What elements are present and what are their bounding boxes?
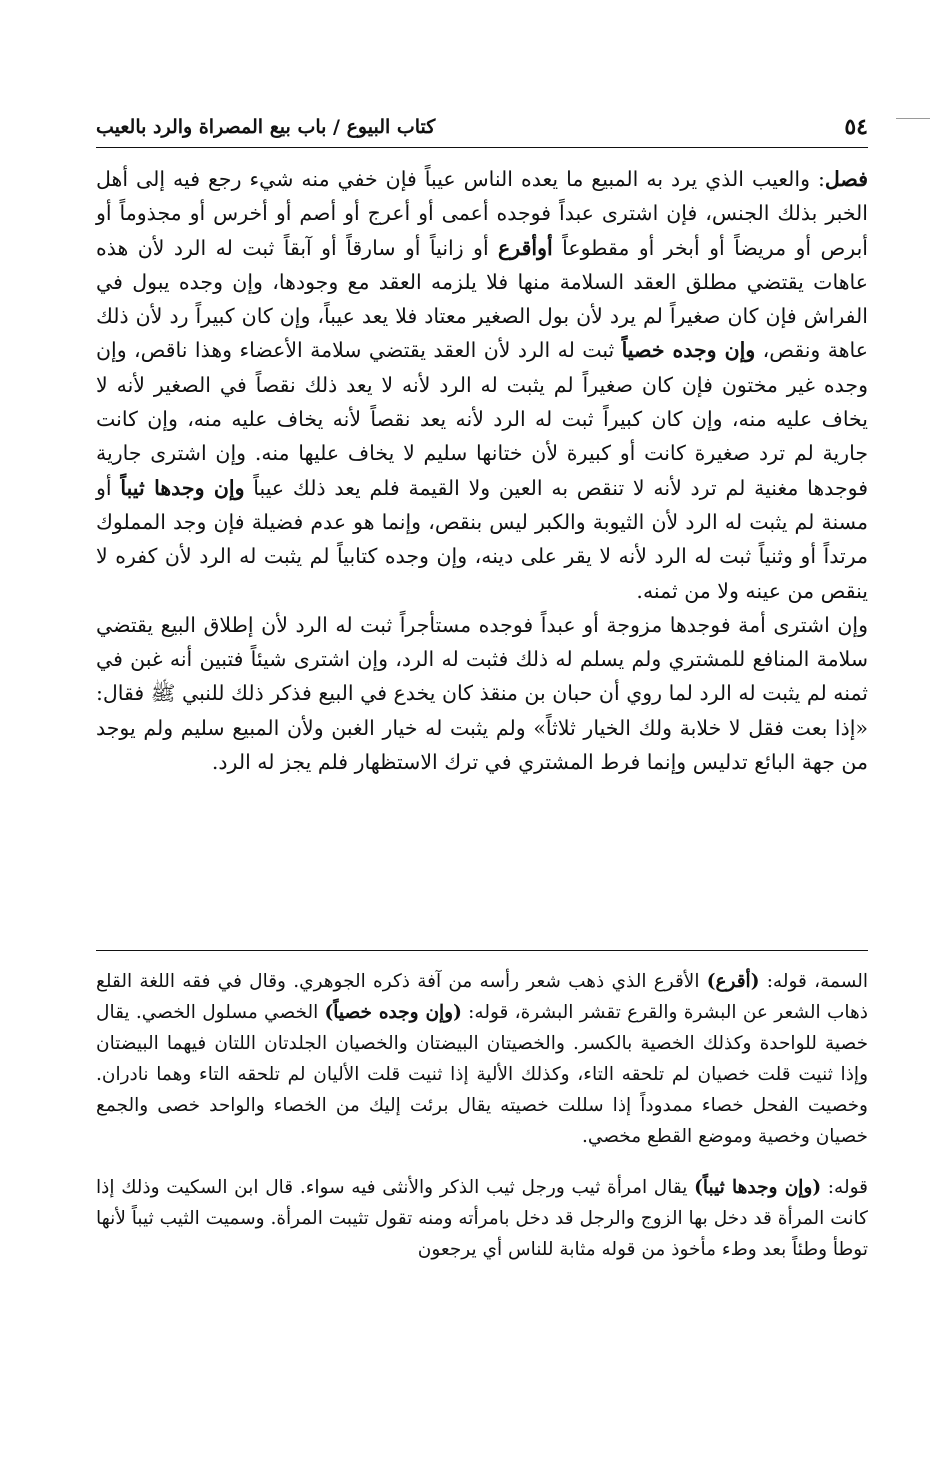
bold-term: (وإن وجدها ثيباً) (694, 1177, 822, 1198)
running-title: كتاب البيوع / باب بيع المصراة والرد بالعيب (96, 116, 436, 138)
bold-term: أوأقرع (498, 235, 553, 260)
header-rule (96, 147, 868, 148)
paragraph-2: وإن اشترى أمة فوجدها مزوجة أو عبداً فوجده مستأجراً ثبت له الرد لأن إطلاق البيع يقتضي سلامة المنافع للمشتري ولم يسلم له ذلك فثبت له الرد، وإن اشترى شيئاً فتبين أنه غبن في ثمنه لم يثبت له الرد لما روي أن حبان بن منقذ كان يخدع في البيع فذكر ذلك للنبي ﷺ فقال: «إذا بعت فقل لا خلابة ولك الخيار ثلاثاً» ولم يثبت له خيار الغبن ولأن المبيع سليم ولم يوجد من جهة البائع تدليس وإنما فرط المشتري في ترك الاستظهار فلم يجز له الرد. (96, 612, 868, 775)
page-edge-mark (896, 118, 930, 119)
footnote-rule (96, 950, 868, 951)
text-run: يقال امرأة ثيب ورجل ثيب الذكر والأنثى فيه سواء. قال ابن السكيت وذلك إذا كانت المرأة قد دخل بها الزوج والرجل قد دخل بامرأته ومنه تقول تثيبت المرأة. وسميت الثيب ثيباً لأنها توطأ وطئاً بعد وطء مأخوذ من قوله مثابة للناس أي يرجعون (96, 1177, 868, 1260)
footnote-1 (96, 966, 868, 1152)
bold-term: (أقرع) (706, 971, 760, 992)
bold-term: (وإن وجده خصياً) (324, 1002, 462, 1023)
text-run: الخصي مسلول الخصي. يقال خصية للواحدة وكذلك الخصية بالكسر. والخصيتان البيضتان والخصيان الجلدتان اللتان فيهما البيضتان وإذا ثنيت قلت خصيان لم تلحقه التاء، وكذلك الألية إذا ثنيت قلت الأليان لم تلحقه التاء وهما نادران. وخصيت الفحل خصاء ممدوداً إذا سللت خصيته يقال برئت إليك من الخصاء والواحد خصى والجمع خصيان وخصية وموضع القطع مخصي. (96, 1002, 868, 1147)
text-run: ثبت له الرد لأن العقد يقتضي سلامة الأعضاء وهذا ناقص، وإن وجده غير مختون فإن كان صغيراً لم يثبت له الرد لأنه لا يعد ذلك نقصاً في الصغير لأنه لا يخاف عليه منه، وإن كان كبيراً ثبت له الرد لأنه يعد نقصاً لأنه يخاف عليه منه، وإن كانت جارية لم ترد صغيرة كانت أو كبيرة لأن ختانها سليم لا يخاف عليها منه. وإن اشترى جارية فوجدها مغنية لم ترد لأنه لا تنقص به العين ولا القيمة فلم يعد ذلك عيباً (96, 338, 869, 500)
footnote-2 (96, 1172, 868, 1265)
text-run: : والعيب الذي يرد به المبيع ما يعده الناس عيباً فإن خفي منه شيء رجع فيه إلى أهل الخبر بذلك الجنس، فإن اشترى عبداً فوجده أعمى أو أعرج أو أصم أو أخرس أو مجذوماً أو أبرص أو مريضاً أو أبخر أو مقطوعاً (96, 167, 868, 260)
text-run: السمة، قوله: (759, 971, 868, 992)
page-number: ٥٤ (844, 114, 868, 140)
paragraph-1 (96, 162, 868, 608)
footnotes (96, 966, 868, 1265)
text-run: الأقرع الذي ذهب شعر رأسه من آفة ذكره الجوهري. وقال في فقه اللغة القلع ذهاب الشعر عن البشرة والقرع تقشر البشرة، قوله: (96, 971, 868, 1023)
bold-term: وإن وجدها ثيباً (120, 475, 245, 500)
page-header (96, 114, 868, 148)
main-text (96, 162, 868, 779)
text-run: أو مسنة لم يثبت له الرد لأن الثيوبة والكبر ليس بنقص، وإنما هو عدم فضيلة فإن وجد المملوك مرتداً أو وثنياً ثبت له الرد لأنه لا يقر على دينه، وإن وجده كتابياً لم يثبت له الرد لأن كفره لا ينقص من عينه ولا من ثمنه. (96, 475, 868, 603)
text-run: قوله: (821, 1177, 868, 1198)
bold-term: وإن وجده خصياً (621, 338, 756, 363)
text-run: أو زانياً أو سارقاً أو آبقاً ثبت له الرد لأن هذه عاهات يقتضي مطلق العقد السلامة منها فلا يلزمه العقد مع وجودها، وإن وجده يبول في الفراش فإن كان صغيراً لم يرد لأن بول الصغير معتاد فلا يعد عيباً، وإن كان كبيراً رد لأن ذلك عاهة ونقص، (96, 235, 868, 363)
section-lead: فصل (824, 167, 868, 191)
